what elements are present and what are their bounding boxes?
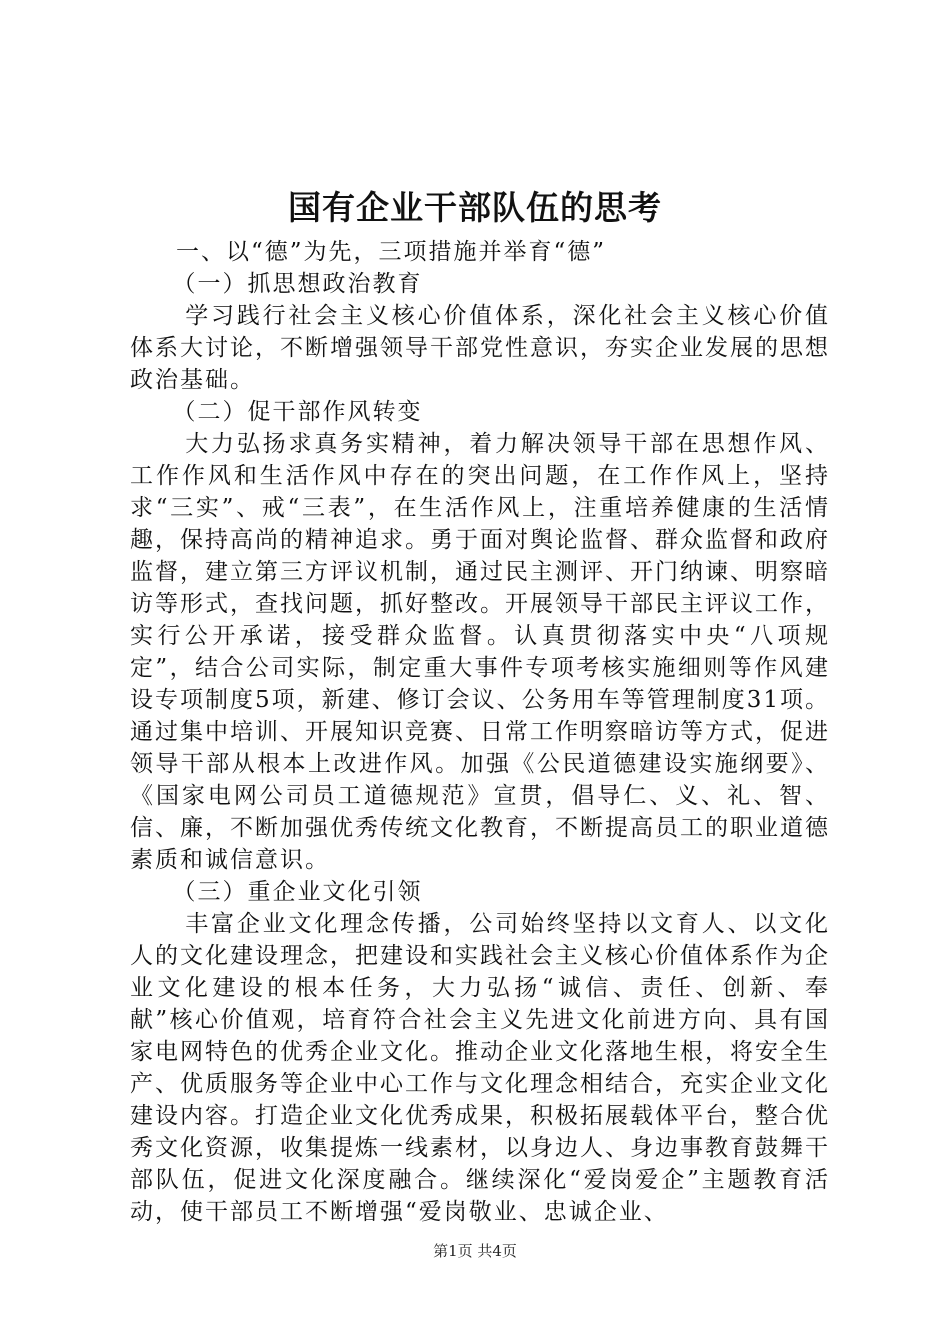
subsection-3-paragraph: 丰富企业文化理念传播，公司始终坚持以文育人、以文化人的文化建设理念，把建设和实践社会主义核心价值体系作为企业文化建设的根本任务，大力弘扬“诚信、责任、创新、奉献”核心价值观，培育符合社会主义先进文化前进方向、具有国家电网特色的优秀企业文化。推动企业文化落地生根，将安全生产、优质服务等企业中心工作与文化理念相结合，充实企业文化建设内容。打造企业文化优秀成果，积极拓展载体平台，整合优秀文化资源，收集提炼一线素材，以身边人、身边事教育鼓舞干部队伍，促进文化深度融合。继续深化“爱岗爱企”主题教育活动，使干部员工不断增强“爱岗敬业、忠诚企业、 <box>130 911 830 1225</box>
subsection-2-heading: （二）促干部作风转变 <box>172 399 423 425</box>
section-1-heading: 一、以“德”为先，三项措施并举育“德” <box>176 239 607 265</box>
subsection-3-heading: （三）重企业文化引领 <box>172 879 423 905</box>
document-body <box>130 236 830 1228</box>
subsection-1-paragraph: 学习践行社会主义核心价值体系，深化社会主义核心价值体系大讨论，不断增强领导干部党性意识，夯实企业发展的思想政治基础。 <box>130 303 830 393</box>
subsection-1-heading: （一）抓思想政治教育 <box>172 271 423 297</box>
subsection-2-paragraph: 大力弘扬求真务实精神，着力解决领导干部在思想作风、工作作风和生活作风中存在的突出问题，在工作作风上，坚持求“三实”、戒“三表”，在生活作风上，注重培养健康的生活情趣，保持高尚的精神追求。勇于面对舆论监督、群众监督和政府监督，建立第三方评议机制，通过民主测评、开门纳谏、明察暗访等形式，查找问题，抓好整改。开展领导干部民主评议工作，实行公开承诺，接受群众监督。认真贯彻落实中央“八项规定”，结合公司实际，制定重大事件专项考核实施细则等作风建设专项制度5项，新建、修订会议、公务用车等管理制度31项。通过集中培训、开展知识竞赛、日常工作明察暗访等方式，促进领导干部从根本上改进作风。加强《公民道德建设实施纲要》、《国家电网公司员工道德规范》宣贯，倡导仁、义、礼、智、信、廉，不断加强优秀传统文化教育，不断提高员工的职业道德素质和诚信意识。 <box>130 431 830 873</box>
page-footer: 第1页 共4页 <box>433 1242 517 1260</box>
document-title: 国有企业干部队伍的思考 <box>288 188 662 227</box>
